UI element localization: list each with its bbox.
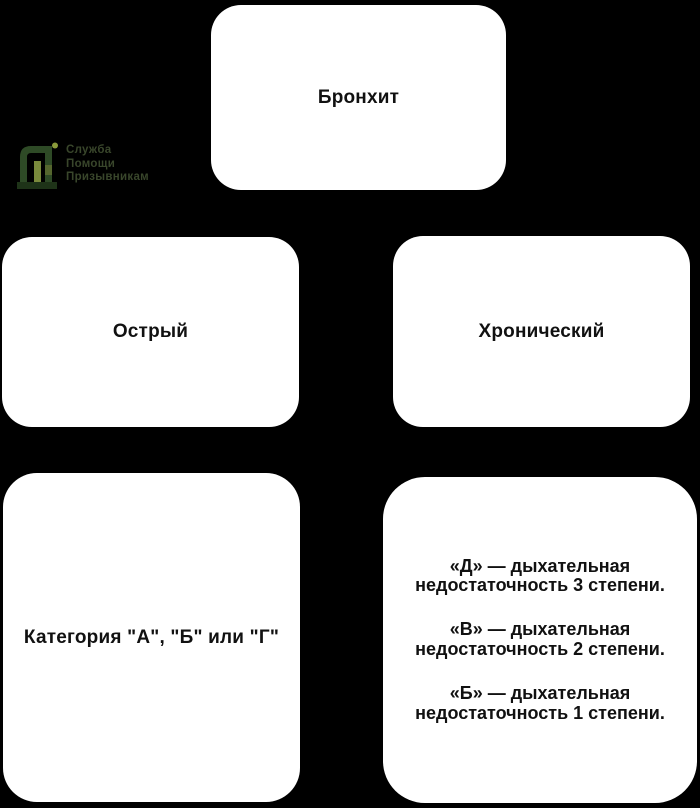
node-acute	[2, 237, 299, 427]
node-degrees-list	[383, 477, 697, 803]
node-chronic	[393, 236, 690, 427]
degree-item-v: «В» — дыхательная недостаточность 2 степени.	[415, 619, 665, 659]
conscript-service-logo-icon	[15, 141, 59, 189]
logo-line-1: Служба	[66, 144, 112, 156]
node-category-result	[3, 473, 300, 802]
logo-line-3: Призывникам	[66, 171, 149, 183]
node-chronic-label: Хронический	[478, 320, 605, 342]
logo-line-2: Помощи	[66, 157, 116, 170]
node-bronchitis-label: Бронхит	[317, 86, 400, 108]
logo-text	[66, 144, 149, 185]
node-bronchitis	[211, 5, 506, 190]
degree-item-d: «Д» — дыхательная недостаточность 3 степени.	[415, 555, 665, 596]
node-acute-label: Острый	[112, 321, 189, 343]
site-logo	[15, 141, 149, 189]
node-category-label: Категория "А", "Б" или "Г"	[23, 626, 280, 648]
degree-item-b: «Б» — дыхательная недостаточность 1 степени.	[415, 682, 665, 723]
